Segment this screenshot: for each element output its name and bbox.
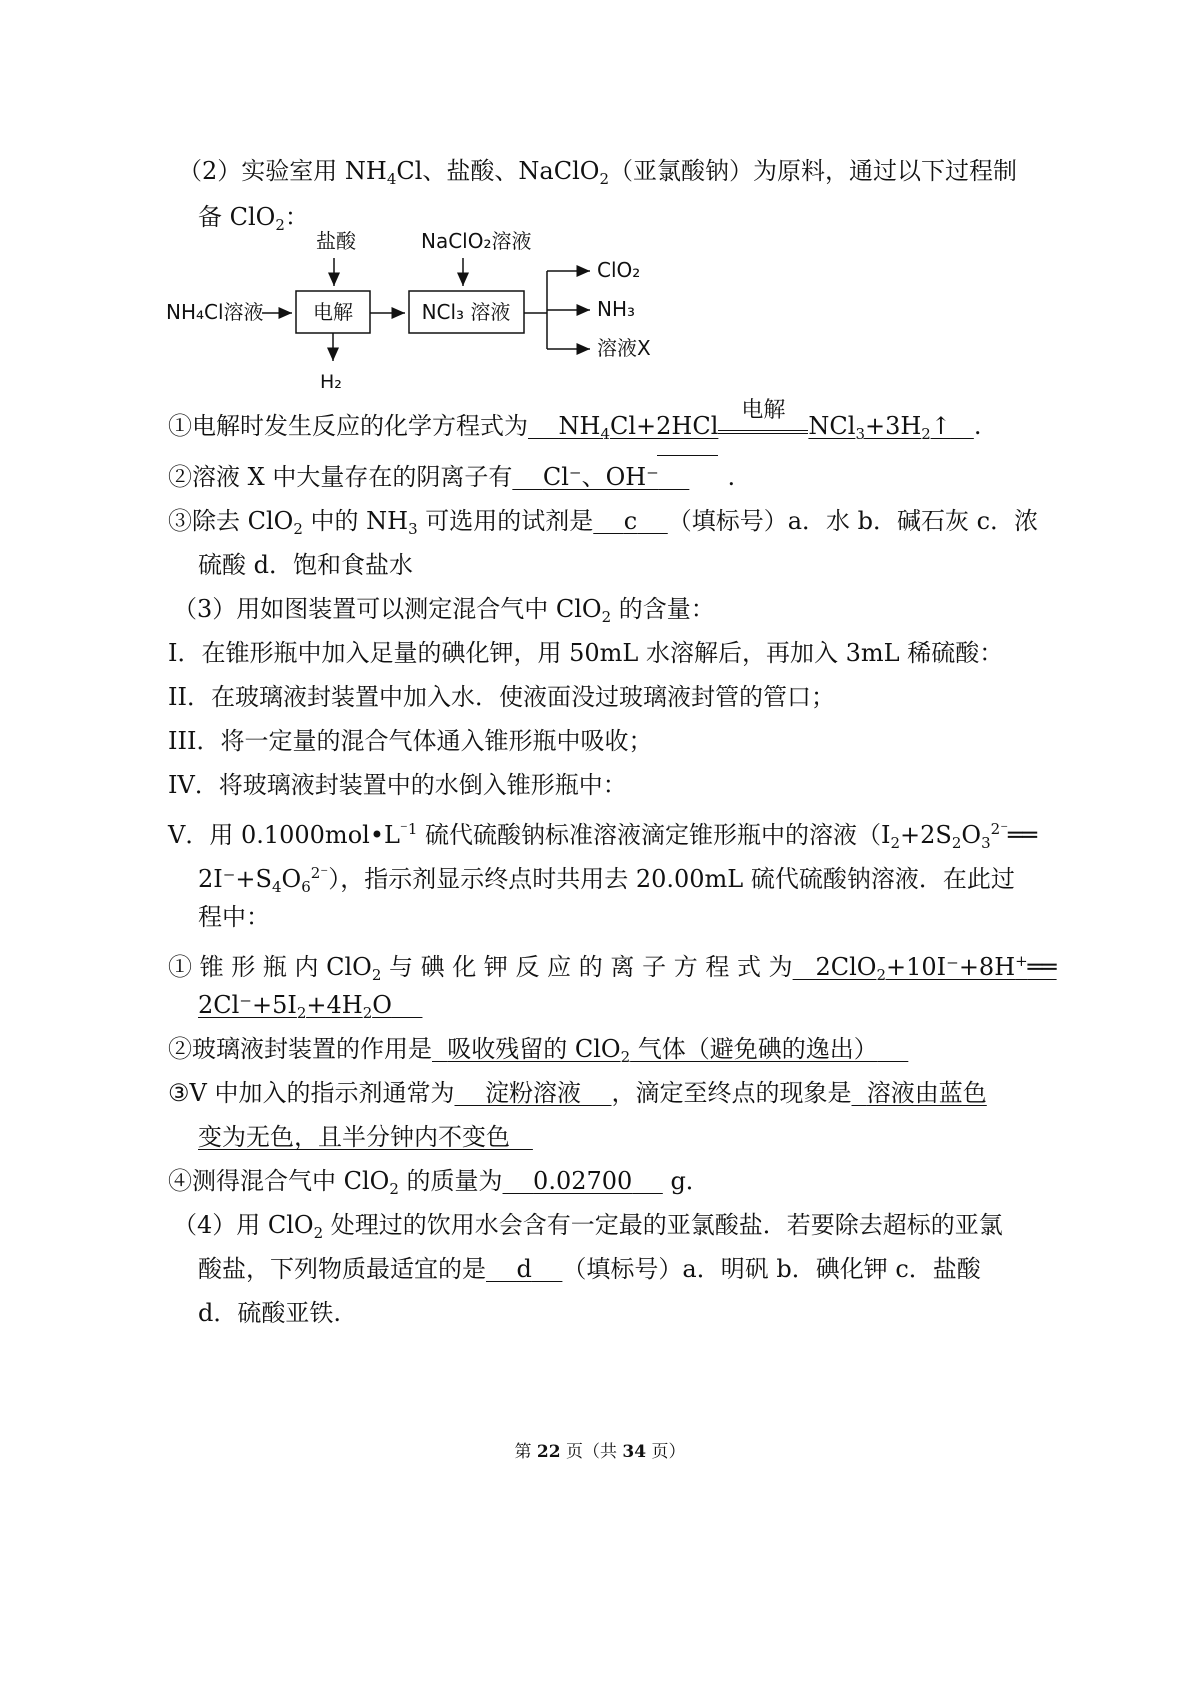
- page-footer: 第 22 页（共 34 页）: [514, 1442, 686, 1462]
- page-total: 34: [622, 1442, 647, 1462]
- hcl-label: 盐酸: [316, 229, 356, 253]
- q3-step-5-line2: $2I^-+S_4O_6^{2^-}$），指示剂显示终点时共用去 20.00mL 硫代硫酸钠溶液．在此过: [198, 864, 1015, 896]
- output-nh3: NH₃: [597, 297, 636, 321]
- answer-1-underline-extra: [657, 455, 718, 456]
- q2-intro-line1: （2）实验室用 $NH_4Cl$、盐酸、NaClO$_2$（亚氯酸钠）为原料，通过以下过程制: [178, 157, 1017, 188]
- q4-line2: 酸盐，下列物质最适宜的是 d （填标号）a．明矾 b．碘化钾 c．盐酸: [198, 1255, 981, 1283]
- naclo2-label: NaClO₂溶液: [421, 229, 532, 253]
- q4-line3: d．硫酸亚铁.: [198, 1299, 341, 1327]
- q2-intro-line2: 备 ClO$_2$：: [198, 203, 309, 234]
- q3-step-1: I．在锥形瓶中加入足量的碘化钾，用 50mL 水溶解后，再加入 3mL 稀硫酸：: [168, 639, 1004, 667]
- q3-title: （3）用如图装置可以测定混合气中 ClO$_2$ 的含量：: [173, 595, 715, 626]
- answer-3-line1: ③除去 ClO$_2$ 中的 $NH_3$ 可选用的试剂是 c （填标号）a．水 b．碱石灰 c．浓: [168, 507, 1039, 538]
- answer-b1-line2: $2Cl^-+5I_2+4H_2O$: [198, 991, 392, 1022]
- q3-step-5-line1: V．用 $0.1000mol•L^{^-1}$ 硫代硫酸钠标准溶液滴定锥形瓶中的溶液（$I_2+2S_2O_3^{2^-}══$: [168, 820, 1038, 852]
- q4-line1: （4）用 ClO$_2$ 处理过的饮用水会含有一定最的亚氯酸盐．若要除去超标的亚氯: [173, 1211, 1003, 1242]
- output-solution-x: 溶液X: [597, 336, 651, 360]
- answer-b2-line: ②玻璃液封装置的作用是 吸收残留的 ClO$_2$ 气体（避免碘的逸出）: [168, 1035, 878, 1066]
- h2-label: H₂: [320, 371, 342, 393]
- answer-b4-line: ④测得混合气中 ClO$_2$ 的质量为 0.02700 g．: [168, 1167, 710, 1198]
- q3-step-5-line3: 程中：: [198, 903, 270, 931]
- q3-step-4: IV．将玻璃液封装置中的水倒入锥形瓶中：: [168, 771, 627, 799]
- answer-1-line: ①电解时发生反应的化学方程式为 $NH_4Cl+2HCl$ 电解 $NCl_3+3H_2↑$ .: [168, 398, 982, 443]
- flow-diagram: [0, 225, 1200, 395]
- ncl3-label: NCl₃ 溶液: [421, 300, 511, 324]
- answer-2-line: ②溶液 X 中大量存在的阴离子有 Cl⁻、OH⁻ .: [168, 463, 736, 491]
- electrolysis-condition: 电解: [718, 417, 808, 434]
- output-clo2: ClO₂: [597, 258, 641, 282]
- nh4cl-label: NH₄Cl溶液: [166, 300, 264, 324]
- answer-3-line2: 硫酸 d．饱和食盐水: [198, 551, 413, 579]
- answer-b3-line1: ③V 中加入的指示剂通常为 淀粉溶液 ，滴定至终点的现象是 溶液由蓝色: [168, 1079, 987, 1107]
- q3-step-3: III．将一定量的混合气体通入锥形瓶中吸收；: [168, 727, 653, 755]
- q3-step-2: II．在玻璃液封装置中加入水．使液面没过玻璃液封管的管口；: [168, 683, 835, 711]
- page-number: 22: [536, 1442, 561, 1462]
- answer-b3-line2: 变为无色，且半分钟内不变色: [198, 1123, 510, 1151]
- answer-b1-line1: ① 锥 形 瓶 内 ClO$_2$ 与 碘 化 钾 反 应 的 离 子 方 程 式 为 2ClO$_2$+10I⁻+8H+══: [168, 952, 1057, 984]
- electrolysis-label: 电解: [313, 300, 353, 324]
